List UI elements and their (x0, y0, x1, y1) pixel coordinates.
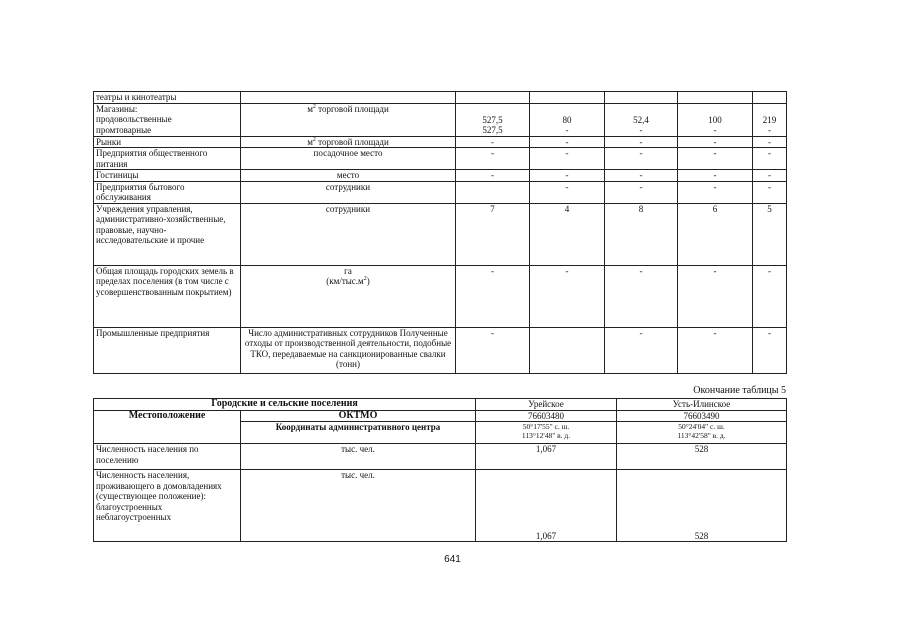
row-label: Учреждения управления, административно-хозяйственные, правовые, научно-исследовательские и прочие (94, 203, 241, 265)
unit-cell: сотрудники (241, 203, 456, 265)
settlements-table (93, 398, 787, 542)
settlement-name: Усть-Илинское (617, 399, 787, 411)
unit-cell: тыс. чел. (241, 470, 476, 542)
table-row: Численность населения, проживающего в домовладениях (существующее положение): благоустроенных неблагоустроенных тыс. чел. 1,067 528 (94, 470, 787, 542)
unit-cell: место (241, 170, 456, 182)
table-row: Предприятия бытового обслуживания сотрудники - - - - (94, 181, 787, 203)
row-label: Гостиницы (94, 170, 241, 182)
table-row: Магазины: продовольственные промтоварные $м^2$ торговой площади 527,5 527,5 80 - 52,4 - 100 - 219 - (94, 103, 787, 136)
row-label: Рынки (94, 136, 241, 148)
infrastructure-table (93, 91, 787, 374)
table-continuation-label: Окончание таблицы 5 (693, 385, 786, 396)
unit-cell: посадочное место (241, 148, 456, 170)
row-label: Предприятия общественного питания (94, 148, 241, 170)
table-row: Численность населения по поселению тыс. чел. 1,067 528 (94, 444, 787, 470)
coords-value: 50°17'55" с. ш. 113°12'48" в. д. (476, 422, 617, 444)
unit-cell: $м^2$ торговой площади (241, 136, 456, 148)
table-row (94, 410, 787, 422)
row-label: Численность населения по поселению (94, 444, 241, 470)
oktmo-value: 76603490 (617, 410, 787, 422)
row-label: Магазины: продовольственные промтоварные (94, 103, 241, 136)
page-number: 641 (444, 554, 461, 565)
row-label: театры и кинотеатры (94, 92, 241, 104)
table-row: Промышленные предприятия Число административных сотрудников Полученные отходы от производственной деятельности, подобные ТКО, передаваемые на санкционированные свалки (тонн) - - - - (94, 327, 787, 373)
row-label: Общая площадь городских земель в пределах поселения (в том числе с усовершенствованным покрытием) (94, 265, 241, 327)
unit-cell: га $(км/тыс.м^2)$ (241, 265, 456, 327)
unit-cell: тыс. чел. (241, 444, 476, 470)
location-label: Местоположение (94, 410, 241, 444)
table-row (94, 92, 787, 104)
unit-cell: $м^2$ торговой площади (241, 103, 456, 136)
unit-cell: Число административных сотрудников Полученные отходы от производственной деятельности, подобные ТКО, передаваемые на санкционированные свалки (тонн) (241, 327, 456, 373)
settlements-header: Городские и сельские поселения (94, 399, 476, 411)
row-label: Предприятия бытового обслуживания (94, 181, 241, 203)
table-row: Рынки $м^2$ торговой площади - - - - - (94, 136, 787, 148)
row-label: Промышленные предприятия (94, 327, 241, 373)
table-row: Предприятия общественного питания посадочное место - - - - - (94, 148, 787, 170)
table-header-row (94, 399, 787, 411)
coords-value: 50°24'04" с. ш. 113°42'58" в. д. (617, 422, 787, 444)
table-row: Общая площадь городских земель в пределах поселения (в том числе с усовершенствованным покрытием) га $(км/тыс.м^2)$ - - - - - (94, 265, 787, 327)
table-row: Учреждения управления, административно-хозяйственные, правовые, научно-исследовательские и прочие сотрудники 7 4 8 6 5 (94, 203, 787, 265)
unit-cell: сотрудники (241, 181, 456, 203)
settlement-name: Урейское (476, 399, 617, 411)
table-row: Гостиницы место - - - - - (94, 170, 787, 182)
oktmo-label: ОКТМО (241, 410, 476, 422)
coords-label: Координаты административного центра (241, 422, 476, 444)
oktmo-value: 76603480 (476, 410, 617, 422)
row-label: Численность населения, проживающего в домовладениях (существующее положение): благоустроенных неблагоустроенных (94, 470, 241, 542)
